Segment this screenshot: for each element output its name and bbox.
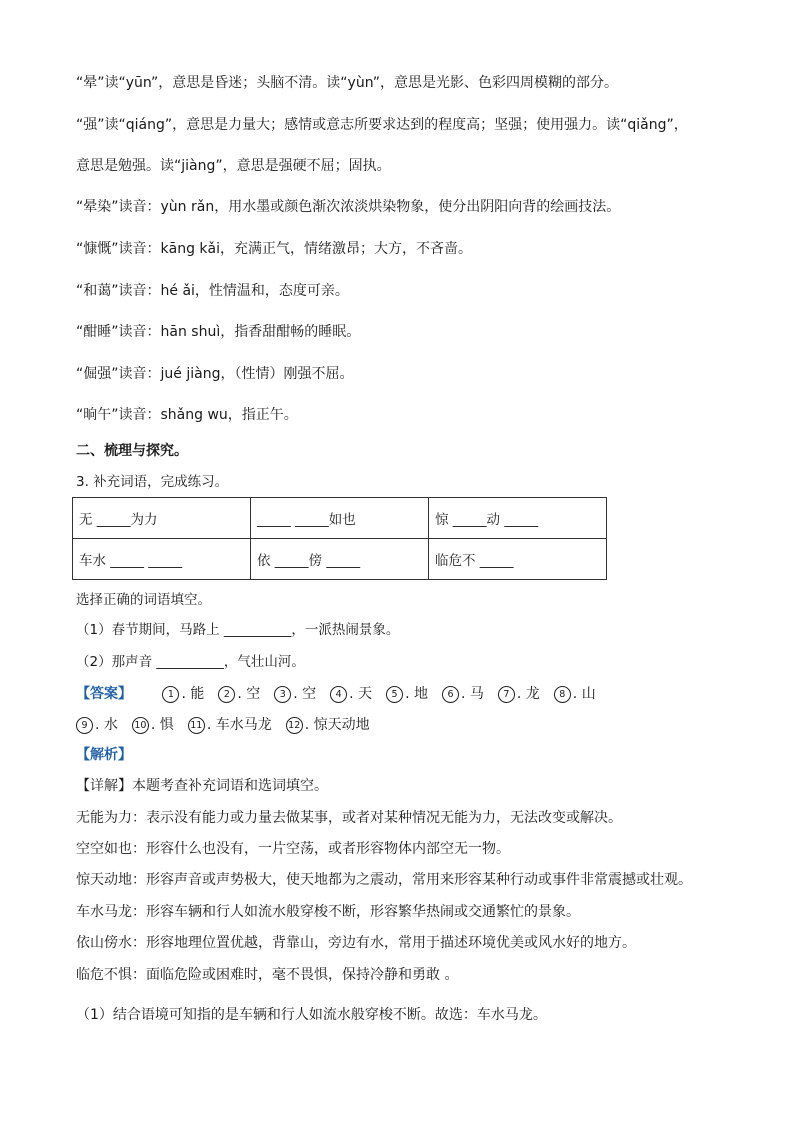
circled-number: 11: [188, 717, 205, 734]
reading-line-2: “强”读“qiáng”，意思是力量大；感情或意志所要求达到的程度高；坚强；使用强力。读“qiǎng”，: [76, 117, 688, 133]
answer-item: [76, 714, 118, 734]
answer-text: . 空: [293, 686, 317, 702]
table-cell: 依 _____傍 _____: [251, 539, 429, 580]
final-answer-line: （1）结合语境可知指的是车辆和行人如流水般穿梭不断。故选：车水马龙。: [76, 1007, 547, 1023]
circled-number: 8: [554, 686, 571, 703]
reading-line-9: “晌午”读音：shǎng wu，指正午。: [76, 407, 298, 423]
section-title: 二、梳理与探究。: [76, 443, 188, 459]
question-stem: 3. 补充词语，完成练习。: [76, 474, 229, 490]
table-cell: 车水 _____ _____: [73, 539, 251, 580]
answer-label: 【答案】: [76, 686, 132, 702]
answer-item: [162, 683, 204, 703]
reading-line-5: “慷慨”读音：kāng kǎi，充满正气，情绪激昂；大方，不吝啬。: [76, 241, 472, 257]
sub-question-2: （2）那声音 __________，气壮山河。: [76, 654, 305, 670]
sub-question-1: （1）春节期间，马路上 __________，一派热闹景象。: [76, 622, 400, 638]
circled-number: 3: [274, 686, 291, 703]
explanation-line-1: 无能为力：表示没有能力或力量去做某事，或者对某种情况无能为力，无法改变或解决。: [76, 810, 622, 826]
answer-text: . 水: [95, 717, 118, 733]
answer-text: . 天: [349, 686, 373, 702]
circled-number: 10: [132, 717, 149, 734]
answer-item: [188, 714, 272, 734]
explanation-line-2: 空空如也：形容什么也没有，一片空荡，或者形容物体内部空无一物。: [76, 841, 510, 857]
circled-number: 7: [498, 686, 515, 703]
table-cell: 临危不 _____: [429, 539, 607, 580]
circled-number: 5: [386, 686, 403, 703]
reading-line-4: “晕染”读音：yùn rǎn，用水墨或颜色渐次浓淡烘染物象，使分出阴阳向背的绘画技法。: [76, 199, 621, 215]
circled-number: 2: [218, 686, 235, 703]
circled-number: 6: [442, 686, 459, 703]
table-row: [73, 498, 607, 539]
answer-text: . 惧: [150, 717, 174, 733]
answer-text: . 龙: [516, 686, 540, 702]
answer-text: . 能: [181, 686, 205, 702]
explanation-line-5: 依山傍水：形容地理位置优越，背靠山，旁边有水，常用于描述环境优美或风水好的地方。: [76, 935, 636, 951]
answer-item: [554, 683, 596, 703]
reading-line-7: “酣睡”读音：hān shuì，指香甜酣畅的睡眠。: [76, 324, 361, 340]
explanation-line-4: 车水马龙：形容车辆和行人如流水般穿梭不断，形容繁华热闹或交通繁忙的景象。: [76, 904, 580, 920]
table-cell: 惊 _____动 _____: [429, 498, 607, 539]
analysis-label: 【解析】: [76, 747, 132, 763]
table-row: [73, 539, 607, 580]
circled-number: 12: [286, 717, 303, 734]
answer-text: . 山: [572, 686, 596, 702]
answer-text: . 地: [405, 686, 428, 702]
answer-text: . 空: [237, 686, 261, 702]
circled-number: 1: [162, 686, 179, 703]
answer-row-2: [76, 714, 384, 734]
circled-number: 4: [330, 686, 347, 703]
answer-item: [274, 683, 316, 703]
answer-item: [286, 714, 370, 734]
answer-item: [330, 683, 372, 703]
answer-item: [218, 683, 260, 703]
answer-item: [498, 683, 540, 703]
explanation-line-6: 临危不惧：面临危险或困难时，毫不畏惧，保持冷静和勇敢 。: [76, 967, 459, 983]
explanation-line-3: 惊天动地：形容声音或声势极大，使天地都为之震动，常用来形容某种行动或事件非常震撼或壮观。: [76, 872, 692, 888]
circled-number: 9: [76, 717, 93, 734]
answer-text: . 惊天动地: [304, 717, 370, 733]
answer-row-1: [76, 683, 610, 703]
reading-line-1: “晕”读“yūn”，意思是昏迷；头脑不清。读“yùn”，意思是光影、色彩四周模糊的部分。: [76, 75, 619, 91]
table-cell: _____ _____如也: [251, 498, 429, 539]
answer-item: [132, 714, 174, 734]
detail-line: 【详解】本题考查补充词语和选词填空。: [76, 778, 328, 794]
answer-item: [386, 683, 428, 703]
reading-line-3: 意思是勉强。读“jiàng”，意思是强硬不屈；固执。: [76, 158, 391, 174]
choose-instruction: 选择正确的词语填空。: [76, 592, 211, 608]
answer-text: . 马: [460, 686, 484, 702]
answer-item: [442, 683, 484, 703]
fill-in-table: [72, 497, 607, 580]
reading-line-6: “和蔼”读音：hé ǎi，性情温和，态度可亲。: [76, 283, 349, 299]
answer-text: . 车水马龙: [206, 717, 272, 733]
table-cell: 无 _____为力: [73, 498, 251, 539]
reading-line-8: “倔强”读音：jué jiàng，（性情）刚强不屈。: [76, 366, 354, 382]
